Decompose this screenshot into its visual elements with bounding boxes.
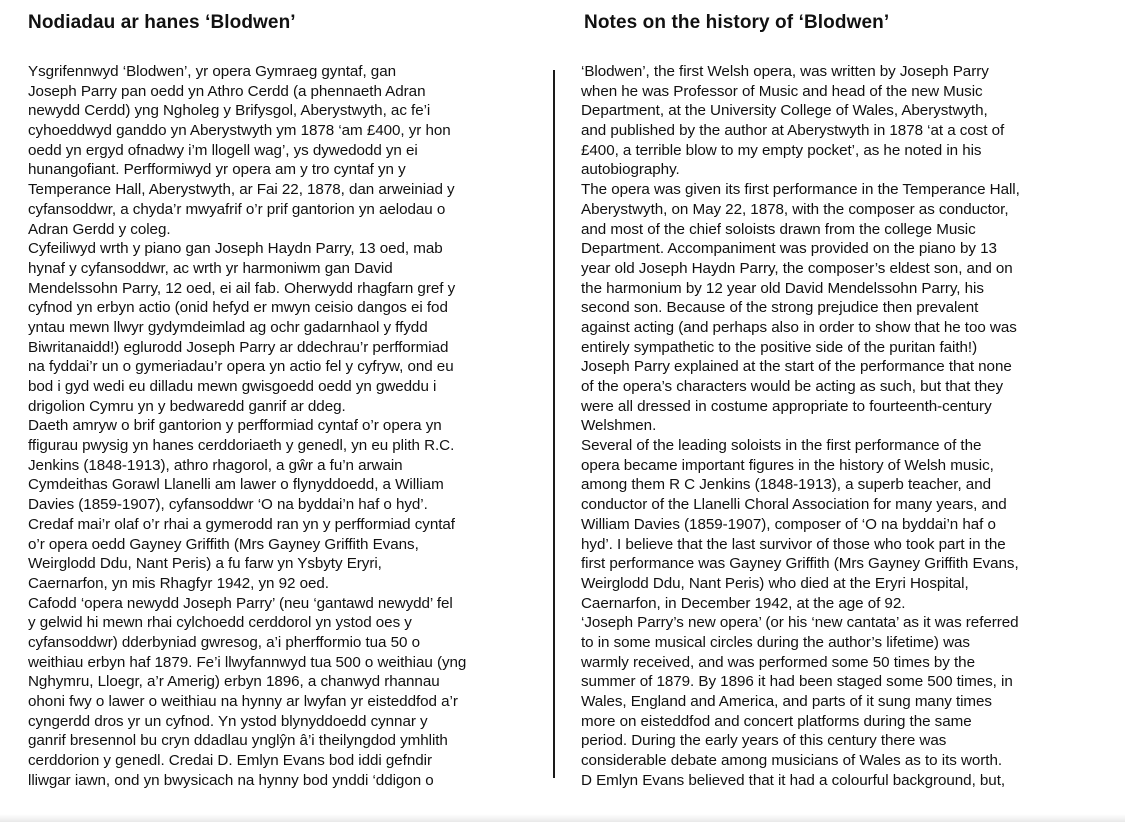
text-line: oedd yn ergyd ofnadwy i’m llogell wag’, ys dywedodd yn ei	[28, 141, 418, 159]
text-line: Caernarfon, in December 1942, at the age of 92.	[581, 594, 906, 612]
text-line: The opera was given its first performance in the Temperance Hall,	[581, 181, 1020, 199]
text-line: among them R C Jenkins (1848-1913), a superb teacher, and	[581, 476, 991, 494]
text-line: ohoni fwy o lawer o weithiau na hynny ar lwyfan yr eisteddfod a’r	[28, 693, 458, 710]
text-line: hynaf y cyfansoddwr, ac wrth yr harmoniwm gan David	[28, 259, 393, 277]
text-line: Department. Accompaniment was provided on the piano by 13	[581, 240, 997, 258]
text-line: Caernarfon, yn mis Rhagfyr 1942, yn 92 oed.	[28, 574, 329, 592]
text-line: £400, a terrible blow to my empty pocket’, as he noted in his	[581, 141, 982, 159]
text-line: conductor of the Llanelli Choral Association for many years, and	[581, 496, 1007, 514]
text-line: Welshmen.	[581, 417, 657, 435]
english-heading: Notes on the history of ‘Blodwen’	[584, 12, 890, 33]
text-line: Davies (1859-1907), cyfansoddwr ‘O na byddai’n haf o hyd’.	[28, 496, 428, 514]
text-line: ffigurau pwysig yn hanes cerddoriaeth y genedl, yn eu plith R.C.	[28, 437, 455, 455]
text-line: cyngerdd dros yr un cyfnod. Yn ystod blynyddoedd cynnar y	[28, 712, 428, 730]
text-line: Joseph Parry explained at the start of the performance that none	[581, 358, 1012, 376]
text-line: lliwgar iawn, ond yn bwysicach na hynny bod ynddi ‘ddigon o	[28, 771, 434, 789]
text-line: na fyddai’r un o gymeriadau’r opera yn actio fel y cyfryw, ond eu	[28, 358, 454, 376]
text-line: Ysgrifennwyd ‘Blodwen’, yr opera Gymraeg gyntaf, gan	[28, 63, 396, 80]
text-line: bod i gyd wedi eu dilladu mewn gwisgoedd oedd yn gweddu i	[28, 378, 437, 395]
text-line: of the opera’s characters would be acting as such, but that they	[581, 378, 1004, 395]
text-line: yntau mewn llwyr gydymdeimlad ag ochr gadarnhaol y ffydd	[28, 318, 428, 336]
text-line: were all dressed in costume appropriate to fourteenth-century	[581, 397, 992, 415]
text-line: more on eisteddfod and concert platforms during the same	[581, 712, 972, 730]
text-line: newydd Cerdd) yng Ngholeg y Brifysgol, Aberystwyth, ac fe’i	[28, 102, 431, 120]
text-line: to in some musical circles during the author’s lifetime) was	[581, 633, 970, 651]
text-line: cerddorion y genedl. Credai D. Emlyn Evans bod iddi gefndir	[28, 752, 432, 770]
text-line: and published by the author at Aberystwyth in 1878 ‘at a cost of	[581, 122, 1005, 140]
text-line: o’r opera oedd Gayney Griffith (Mrs Gayney Griffith Evans,	[28, 535, 419, 553]
text-line: Cymdeithas Gorawl Llanelli am lawer o flynyddoedd, a William	[28, 476, 444, 494]
text-line: warmly received, and was performed some 50 times by the	[581, 653, 975, 671]
text-line: second son. Because of the strong prejudice then prevalent	[581, 299, 979, 317]
text-line: the harmonium by 12 year old David Mendelssohn Parry, his	[581, 279, 984, 297]
text-line: Weirglodd Ddu, Nant Peris) who died at the Eryri Hospital,	[581, 574, 969, 592]
text-line: y gelwid hi mewn rhai cylchoedd cerddorol yn ystod oes y	[28, 614, 412, 632]
text-line: ‘Joseph Parry’s new opera’ (or his ‘new cantata’ as it was referred	[581, 614, 1019, 632]
column-divider	[553, 70, 555, 778]
text-line: considerable debate among musicians of Wales as to its worth.	[581, 752, 1003, 770]
text-line: cyhoeddwyd ganddo yn Aberystwyth ym 1878 ‘am £400, yr hon	[28, 122, 451, 140]
text-line: Cyfeiliwyd wrth y piano gan Joseph Haydn Parry, 13 oed, mab	[28, 240, 443, 258]
text-line: Temperance Hall, Aberystwyth, ar Fai 22, 1878, dan arweiniad y	[28, 181, 455, 199]
text-line: Biwritanaidd!) eglurodd Joseph Parry ar ddechrau’r perfformiad	[28, 338, 449, 356]
text-line: Department, at the University College of Wales, Aberystwyth,	[581, 102, 988, 120]
text-line: Jenkins (1848-1913), athro rhagorol, a gŵr a fu’n arwain	[28, 456, 403, 474]
text-line: hyd’. I believe that the last survivor of those who took part in the	[581, 535, 1006, 553]
text-line: Adran Gerdd y coleg.	[28, 220, 171, 238]
text-line: Credaf mai’r olaf o’r rhai a gymerodd ran yn y perfformiad cyntaf	[28, 515, 455, 533]
text-line: cyfnod yn erbyn actio (onid hefyd er mwyn ceisio dangos ei fod	[28, 299, 448, 317]
text-line: ‘Blodwen’, the first Welsh opera, was written by Joseph Parry	[581, 63, 989, 80]
text-line: weithiau erbyn haf 1879. Fe’i llwyfannwyd tua 500 o weithiau (yng	[28, 653, 467, 671]
text-line: drigolion Cymru yn y bedwaredd ganrif ar ddeg.	[28, 397, 346, 415]
text-line: Aberystwyth, on May 22, 1878, with the composer as conductor,	[581, 200, 1009, 218]
text-line: Mendelssohn Parry, 12 oed, ei ail fab. Oherwydd rhagfarn gref y	[28, 279, 456, 297]
text-line: autobiography.	[581, 161, 680, 179]
text-line: Several of the leading soloists in the first performance of the	[581, 437, 982, 455]
text-line: opera became important figures in the history of Welsh music,	[581, 456, 994, 474]
page-bottom-edge	[0, 814, 1125, 822]
text-line: Cafodd ‘opera newydd Joseph Parry’ (neu ‘gantawd newydd’ fel	[28, 594, 453, 612]
text-line: Wales, England and America, and parts of it sung many times	[581, 693, 992, 710]
text-line: ganrif bresennol bu cryn ddadlau ynglŷn â’i theilyngdod ymhlith	[28, 732, 448, 750]
text-line: cyfansoddwr, a chyda’r mwyafrif o’r prif gantorion yn aelodau o	[28, 200, 446, 218]
text-line: Daeth amryw o brif gantorion y perfformiad cyntaf o’r opera yn	[28, 417, 442, 435]
text-line: Nghymru, Lloegr, a’r Amerig) erbyn 1896, a chanwyd rhannau	[28, 673, 440, 691]
text-line: Weirglodd Ddu, Nant Peris) a fu farw yn Ysbyty Eryri,	[28, 555, 382, 573]
text-line: William Davies (1859-1907), composer of ‘O na byddai’n haf o	[581, 515, 996, 533]
text-line: when he was Professor of Music and head of the new Music	[581, 82, 983, 100]
welsh-body-text	[28, 62, 466, 790]
text-line: cyfansoddwr) dderbyniad gwresog, a’i pherfformio tua 50 o	[28, 633, 420, 651]
text-line: Joseph Parry pan oedd yn Athro Cerdd (a phennaeth Adran	[28, 82, 426, 100]
welsh-heading: Nodiadau ar hanes ‘Blodwen’	[28, 12, 296, 33]
text-line: hunangofiant. Perfformiwyd yr opera am y tro cyntaf yn y	[28, 161, 406, 179]
text-line: summer of 1879. By 1896 it had been staged some 500 times, in	[581, 673, 1013, 691]
text-line: entirely sympathetic to the positive side of the puritan faith!)	[581, 338, 978, 356]
text-line: year old Joseph Haydn Parry, the composer’s eldest son, and on	[581, 259, 1013, 277]
english-body-text	[581, 62, 1020, 790]
text-line: and most of the chief soloists drawn from the college Music	[581, 220, 976, 238]
text-line: period. During the early years of this century there was	[581, 732, 947, 750]
text-line: first performance was Gayney Griffith (Mrs Gayney Griffith Evans,	[581, 555, 1019, 573]
text-line: against acting (and perhaps also in order to show that he too was	[581, 318, 1017, 336]
text-line: D Emlyn Evans believed that it had a colourful background, but,	[581, 771, 1006, 789]
